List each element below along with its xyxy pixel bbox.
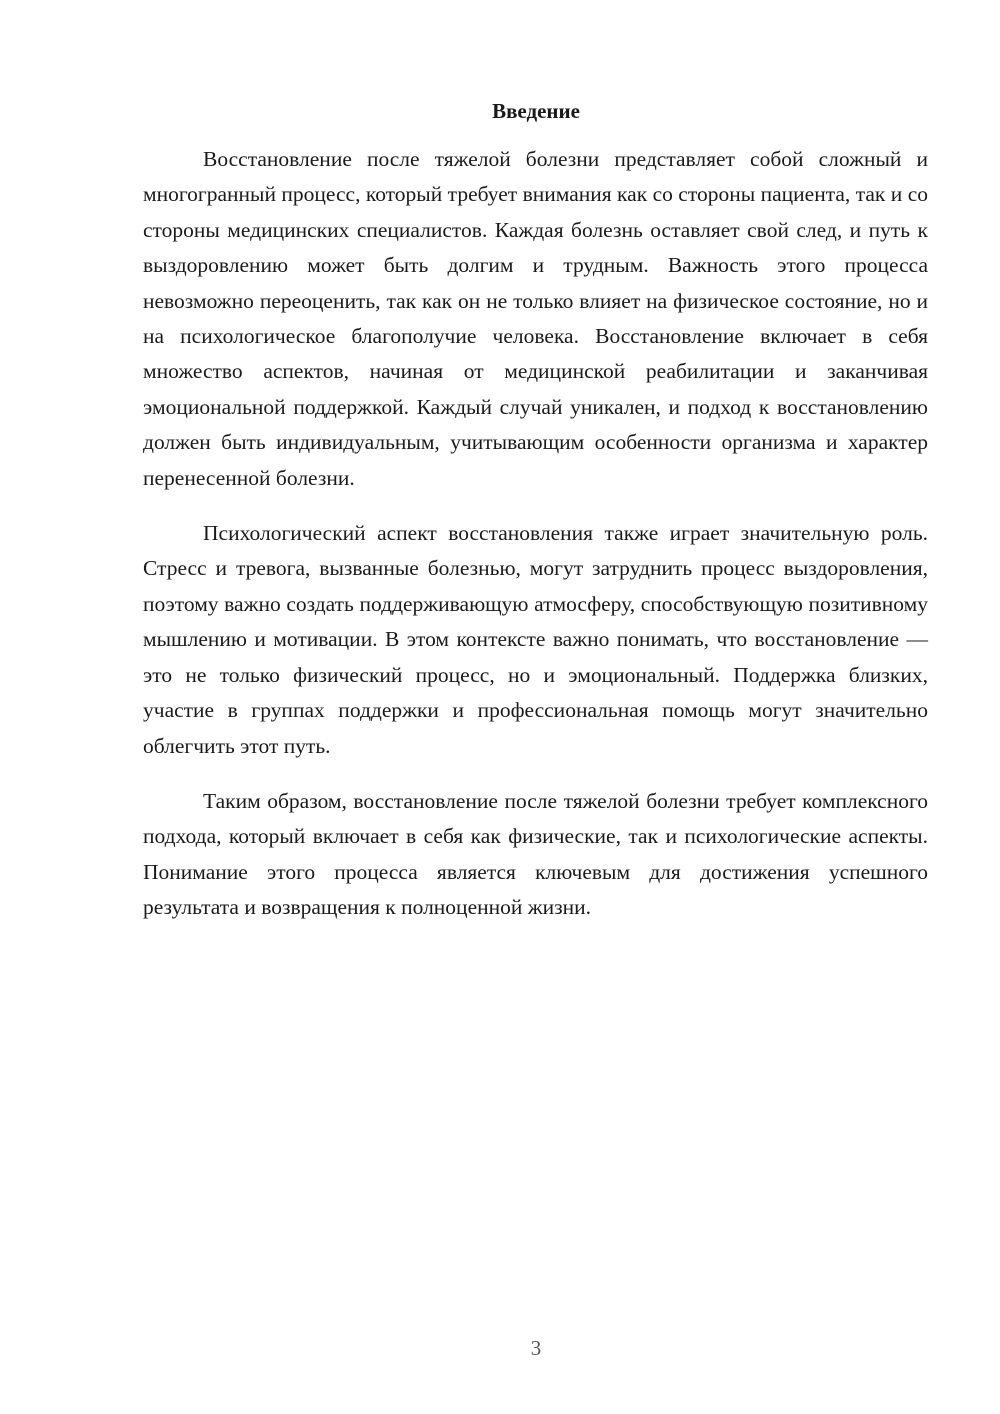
paragraph-3: Таким образом, восстановление после тяжелой болезни требует комплексного подхода, который включает в себя как физические, так и психологические аспекты. Понимание этого процесса является ключевым для достижения успешного результата и возвращения к полноценной жизни.	[143, 788, 928, 920]
page-heading: Введение	[492, 99, 580, 123]
page-number: 3	[530, 1336, 542, 1360]
body-text	[143, 142, 928, 926]
paragraph-2: Психологический аспект восстановления также играет значительную роль. Стресс и тревога, вызванные болезнью, могут затруднить процесс выздоровления, поэтому важно создать поддерживающую атмосферу, способствующую позитивному мышлению и мотивации. В этом контексте важно понимать, что восстановление — это не только физический процесс, но и эмоциональный. Поддержка близких, участие в группах поддержки и профессиональная помощь могут значительно облегчить этот путь.	[143, 521, 928, 758]
paragraph-1: Восстановление после тяжелой болезни представляет собой сложный и многогранный процесс, который требует внимания как со стороны пациента, так и со стороны медицинских специалистов. Каждая болезнь оставляет свой след, и путь к выздоровлению может быть долгим и трудным. Важность этого процесса невозможно переоценить, так как он не только влияет на физическое состояние, но и на психологическое благополучие человека. Восстановление включает в себя множество аспектов, начиная от медицинской реабилитации и заканчивая эмоциональной поддержкой. Каждый случай уникален, и подход к восстановлению должен быть индивидуальным, учитывающим особенности организма и характер перенесенной болезни.	[143, 147, 928, 490]
